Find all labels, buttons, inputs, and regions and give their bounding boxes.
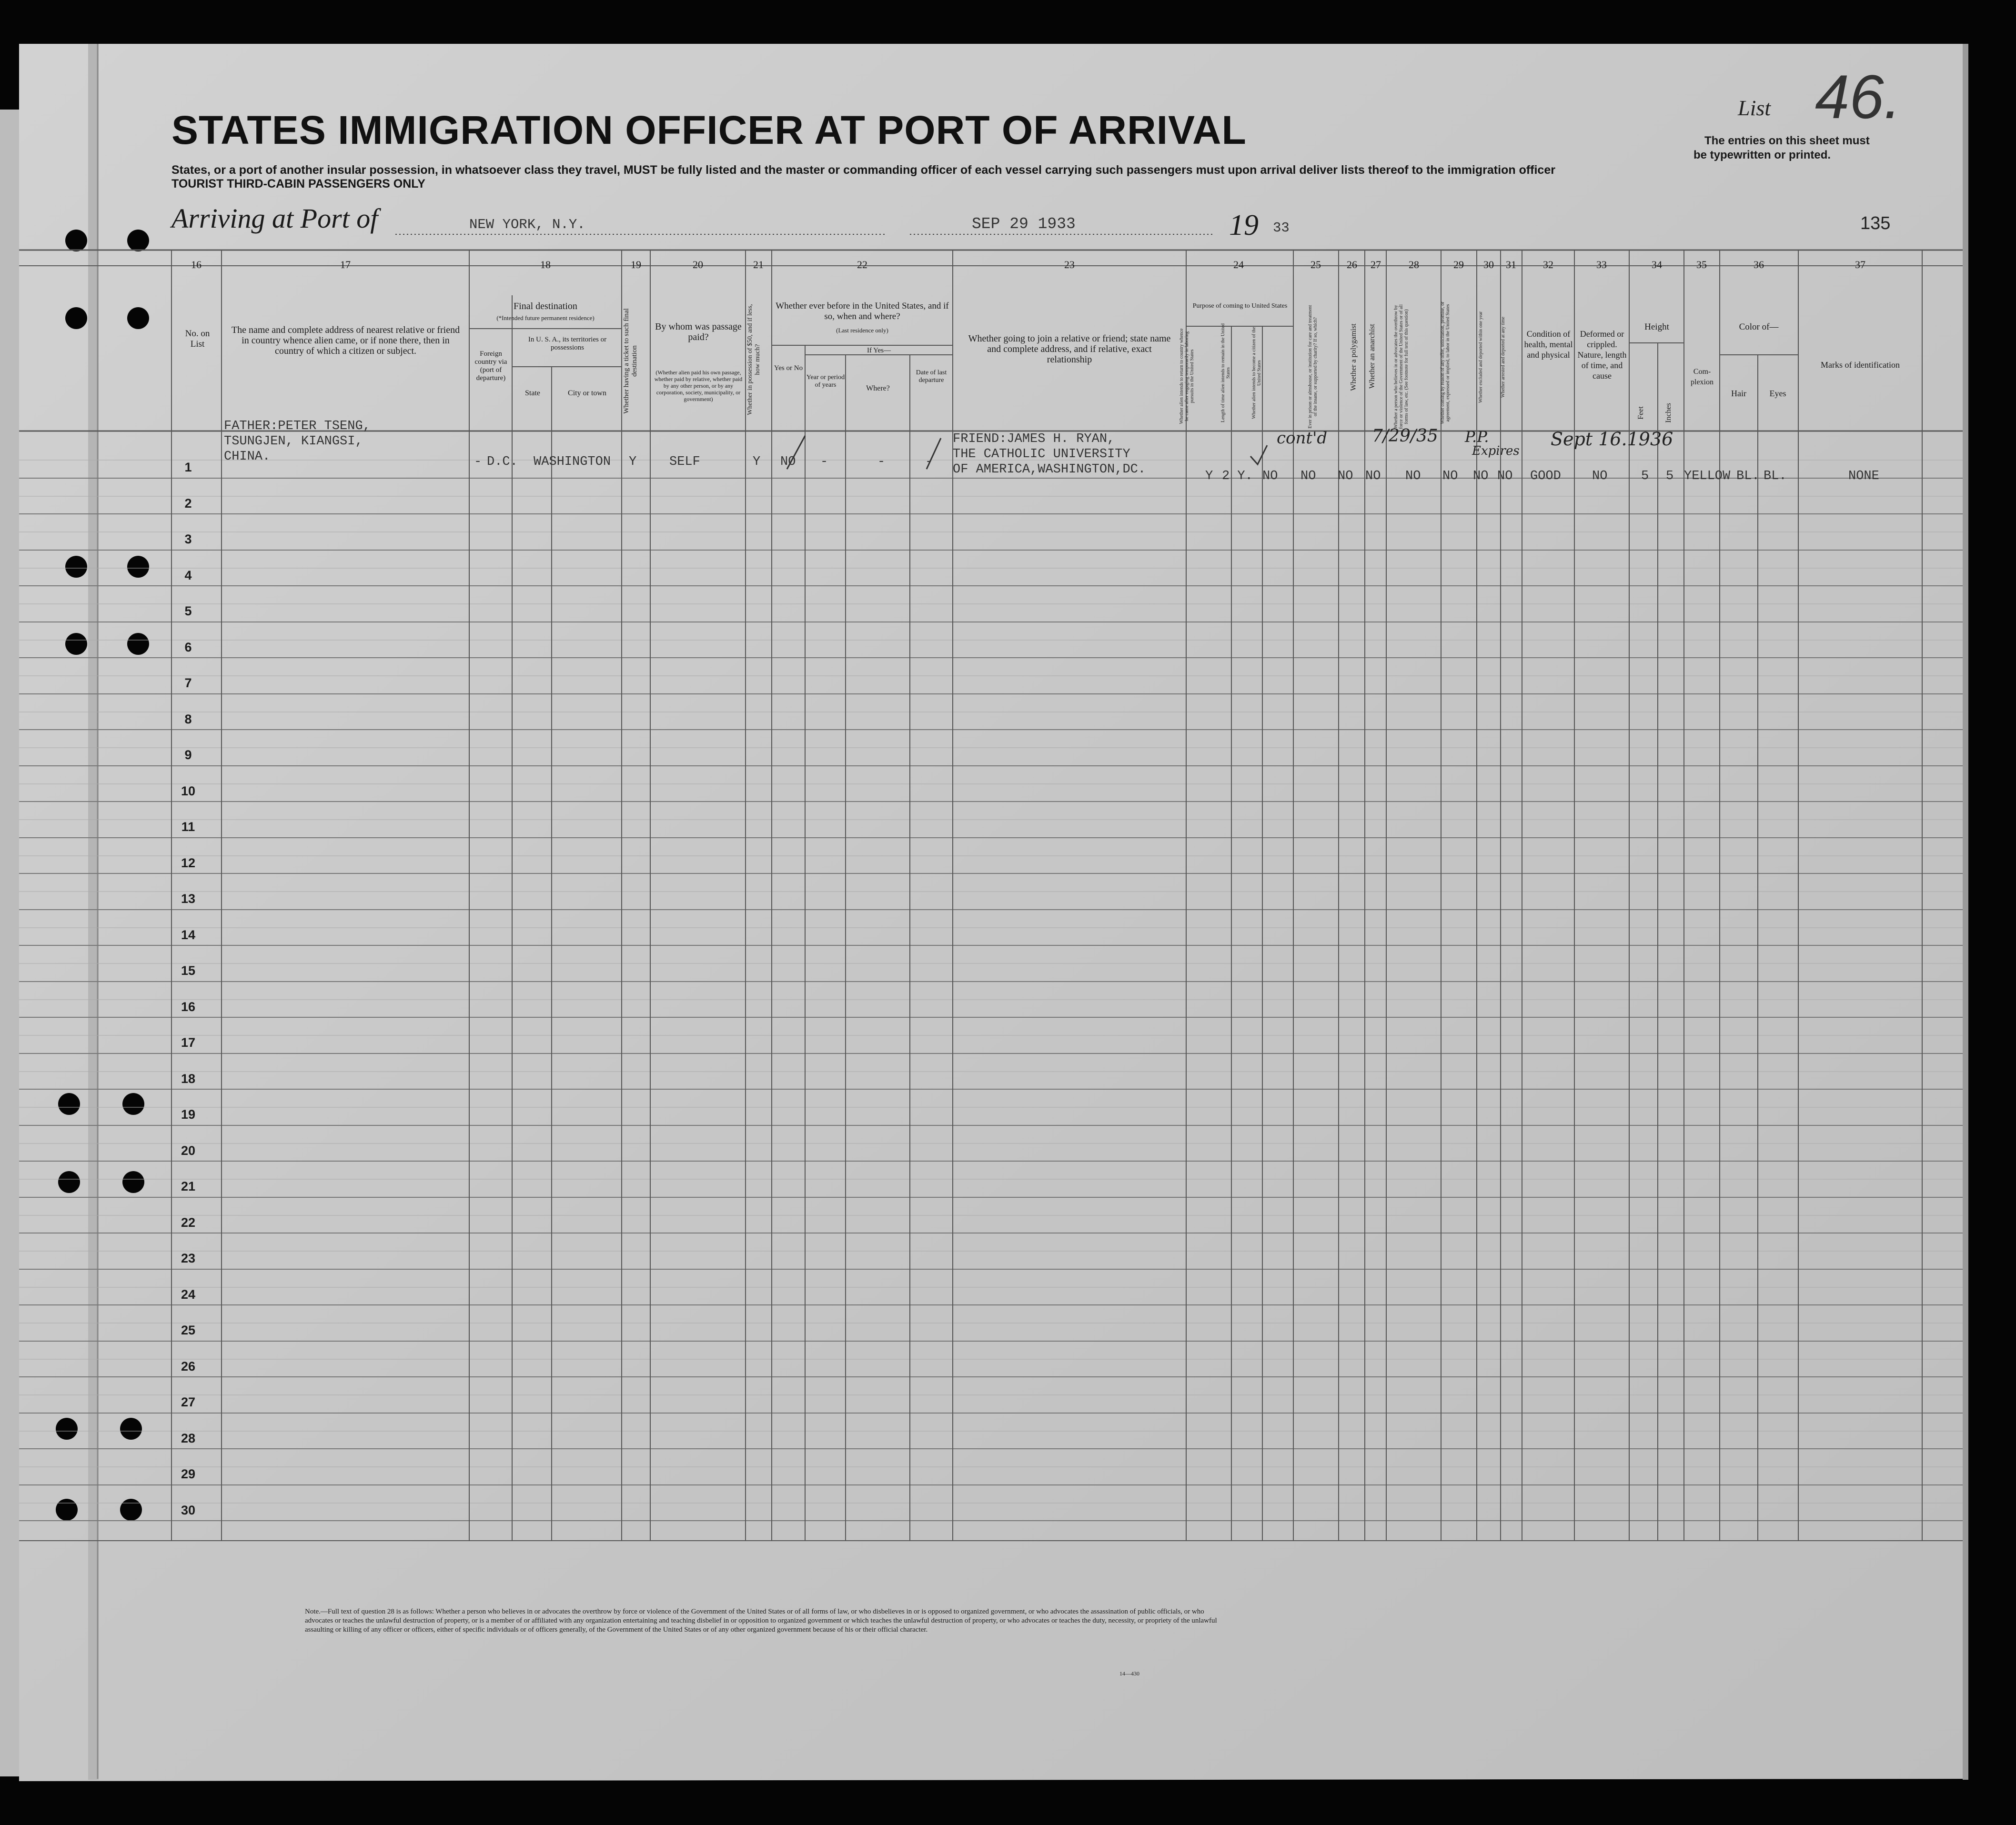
header-nearest-relative: The name and complete address of nearest relative or friend in country whence alien came, or if none there, then in country of which a citizen or subject.	[231, 325, 460, 356]
row-number: 10	[181, 784, 196, 798]
header-purpose-length: Length of time alien intends to remain in the United States	[1220, 323, 1231, 423]
annotation-expires: Expires	[1472, 444, 1520, 458]
form-class-note: TOURIST THIRD-CABIN PASSENGERS ONLY	[171, 177, 425, 191]
footnote: Note.—Full text of question 28 is as follows: Whether a person who believes in or advocates the overthrow by force or violence of the Government of the United States or of all forms of law, or who disbelieves in or is opposed to organized government, or who advocates the assassination of public officials, or who advocates or teaches the unlawful destruction of property, or is a member of or affiliated with any organization entertaining and teaching disbelief in or opposition to organized government or which teaches the unlawful destruction of property, or who advocates or teaches the duty, necessity, or propriety of the unlawful assaulting or killing of any officer or officers, either of specific individuals or of officers generally, of the Government of the United States or of any other organized government because of his or their official character.	[305, 1608, 1217, 1634]
column-number: 36	[1754, 259, 1764, 271]
last-departure: -	[925, 455, 933, 469]
column-number: 17	[340, 259, 351, 271]
row-number: 17	[181, 1035, 196, 1050]
row-number: 25	[181, 1323, 196, 1337]
paid-by: SELF	[669, 455, 700, 469]
header-labor-offer: Whether coming by reason of any offer, solicitation, promise, or agreement, expressed or implied, to labor in the United States	[1440, 301, 1451, 424]
purpose-citizen: NO	[1262, 469, 1278, 483]
dest-state: D.C.	[487, 455, 518, 469]
row-number: 4	[184, 568, 192, 582]
typewritten-note-2: be typewritten or printed.	[1693, 149, 1831, 161]
arriving-label: Arriving at Port of	[171, 203, 378, 234]
column-number: 16	[191, 259, 202, 271]
header-final-destination: Final destination	[514, 301, 577, 311]
relative-line-1: FATHER:PETER TSENG,	[224, 419, 371, 433]
dest-city: WASHINGTON	[534, 455, 611, 469]
row-number: 1	[184, 460, 192, 474]
year-prefix: 19	[1229, 209, 1259, 241]
header-purpose-return: Whether alien intends to return to country whence he came after engaging temporarily in laboring pursuits in the United States	[1179, 328, 1195, 424]
column-number: 31	[1506, 259, 1516, 271]
fifty-dollars: Y	[753, 455, 761, 469]
header-foreign-country: Foreign country via (port of departure)	[474, 350, 507, 382]
relative-line-2: TSUNGJEN, KIANGSI,	[224, 434, 363, 449]
height-inches: 5	[1666, 469, 1674, 483]
where: -	[877, 455, 886, 469]
year-suffix: 33	[1273, 220, 1290, 236]
row-number: 2	[184, 496, 192, 511]
annotation-sept: Sept 16.1936	[1551, 429, 1673, 450]
header-complexion: Com-plexion	[1691, 368, 1714, 386]
header-last-residence: (Last residence only)	[836, 327, 888, 334]
header-in-usa: In U. S. A., its territories or possessions	[528, 336, 607, 351]
header-relative-friend: Whether going to join a relative or friend; state name and complete address, and if relative, exact relationship	[968, 333, 1171, 365]
arrival-date: SEP 29 1933	[972, 215, 1076, 233]
header-deformed: Deformed or crippled. Nature, length of time, and cause	[1577, 329, 1627, 381]
row-number: 28	[181, 1431, 196, 1445]
column-number: 23	[1064, 259, 1075, 271]
foreign-via: -	[474, 455, 482, 469]
friend-line-3: OF AMERICA,WASHINGTON,DC.	[953, 462, 1146, 477]
header-no-on-list: No. on List	[185, 329, 210, 349]
annotation-pp: P.P.	[1465, 428, 1489, 446]
row-number: 29	[181, 1467, 196, 1481]
overthrow: NO	[1405, 469, 1421, 483]
header-prison: Ever in prison or almshouse, or institution for care and treatment of the insane, or supported by charity? If so, which?	[1308, 305, 1318, 429]
row-number: 27	[181, 1395, 196, 1409]
marks: NONE	[1848, 469, 1879, 483]
column-number: 21	[753, 259, 764, 271]
column-number: 26	[1347, 259, 1357, 271]
row-number: 11	[181, 820, 195, 834]
complexion: YELLOW	[1684, 469, 1731, 483]
polygamist: NO	[1338, 469, 1353, 483]
header-overthrow: Whether a person who believes in or advocates the overthrow by force or violence of the Government of the United States or of all forms of law, etc. (See footnote for full text of this question)	[1393, 304, 1409, 429]
header-marks: Marks of identification	[1821, 360, 1900, 370]
labor: NO	[1442, 469, 1458, 483]
row-number: 26	[181, 1359, 196, 1374]
header-eyes: Eyes	[1769, 389, 1786, 398]
row-number: 12	[181, 856, 196, 870]
header-purpose: Purpose of coming to United States	[1192, 302, 1288, 310]
header-feet: Feet	[1637, 406, 1645, 420]
column-number: 25	[1310, 259, 1321, 271]
row-number: 9	[184, 748, 192, 762]
arrested: NO	[1497, 469, 1513, 483]
relative-line-3: CHINA.	[224, 450, 271, 464]
row-number: 16	[181, 1000, 196, 1014]
column-number: 20	[693, 259, 703, 271]
prison: NO	[1300, 469, 1316, 483]
row-number: 20	[181, 1143, 196, 1158]
header-passage-paid: By whom was passage paid?	[655, 321, 742, 342]
row-number: 21	[181, 1179, 196, 1193]
purpose-return: Y	[1205, 469, 1213, 483]
header-color-of: Color of—	[1739, 322, 1779, 332]
deformed: NO	[1592, 469, 1608, 483]
list-number: 46.	[1815, 62, 1901, 131]
years: -	[820, 455, 828, 469]
row-number: 7	[184, 676, 192, 690]
header-height: Height	[1644, 322, 1669, 332]
column-number: 28	[1409, 259, 1419, 271]
row-number: 23	[181, 1251, 196, 1265]
row-number: 5	[184, 604, 192, 618]
header-health: Condition of health, mental and physical	[1524, 329, 1573, 360]
header-where: Where?	[866, 384, 890, 392]
row-number: 18	[181, 1072, 196, 1086]
column-number: 22	[857, 259, 867, 271]
excluded: NO	[1473, 469, 1489, 483]
column-number: 18	[540, 259, 551, 271]
eye-color: BL.	[1764, 469, 1787, 483]
hair-color: BL.	[1736, 469, 1760, 483]
row-number: 14	[181, 928, 196, 942]
form-number: 14—430	[1119, 1670, 1139, 1677]
header-polygamist: Whether a polygamist	[1350, 323, 1358, 391]
header-anarchist: Whether an anarchist	[1368, 324, 1376, 389]
column-number: 34	[1652, 259, 1662, 271]
row-number: 19	[181, 1107, 196, 1122]
friend-line-2: THE CATHOLIC UNIVERSITY	[953, 447, 1130, 461]
header-passage-note: (Whether alien paid his own passage, whether paid by relative, whether paid by any other person, or by any corporation, society, municipality, or government)	[654, 369, 743, 402]
header-excluded: Whether excluded and deported within one year	[1478, 311, 1483, 403]
row-number: 30	[181, 1503, 196, 1517]
form-instructions: States, or a port of another insular possession, in whatsoever class they travel, MUST be fully listed and the master or commanding officer of each vessel carrying such passengers must upon arrival deliver lists thereof to the immigration officer	[171, 163, 1555, 177]
column-number: 35	[1696, 259, 1707, 271]
health: GOOD	[1530, 469, 1561, 483]
height-feet: 5	[1641, 469, 1649, 483]
row-number: 13	[181, 892, 196, 906]
header-state: State	[525, 389, 540, 397]
header-before-in-us: Whether ever before in the United States, and if so, when and where?	[776, 301, 949, 321]
header-years: Year or period of years	[806, 374, 845, 389]
before-in-us: NO	[780, 455, 796, 469]
column-number: 30	[1483, 259, 1494, 271]
column-number: 27	[1371, 259, 1381, 271]
row-number: 22	[181, 1215, 196, 1230]
header-inches: Inches	[1664, 403, 1673, 423]
row-number: 6	[184, 640, 192, 654]
column-number: 33	[1596, 259, 1607, 271]
header-final-destination-note: (*Intended future permanent residence)	[496, 314, 595, 321]
row-number: 15	[181, 963, 196, 978]
row-number: 8	[184, 712, 192, 726]
column-number: 19	[631, 259, 641, 271]
header-arrested: Whether arrested and deported at any time	[1501, 317, 1506, 398]
purpose-length: 2 Y.	[1222, 469, 1253, 483]
friend-line-1: FRIEND:JAMES H. RYAN,	[953, 432, 1115, 446]
column-number: 24	[1233, 259, 1244, 271]
row-number: 24	[181, 1287, 196, 1302]
annotation-contd: cont'd	[1277, 429, 1328, 448]
annotation-date: 7/29/35	[1372, 426, 1438, 446]
column-number: 29	[1453, 259, 1464, 271]
header-hair: Hair	[1731, 389, 1746, 398]
header-fifty-dollars: Whether in possession of $50, and if less, how much?	[746, 304, 761, 415]
page-number: 135	[1860, 213, 1891, 233]
column-number: 32	[1543, 259, 1553, 271]
header-last-departure: Date of last departure	[916, 369, 947, 384]
header-purpose-citizen: Whether alien intends to become a citizen of the United States	[1251, 327, 1262, 419]
port-name: NEW YORK, N.Y.	[469, 217, 585, 232]
row-number: 3	[184, 532, 192, 546]
typewritten-note: The entries on this sheet must	[1704, 134, 1870, 147]
list-label: List	[1738, 96, 1771, 120]
header-city: City or town	[568, 389, 606, 397]
header-yes-no: Yes or No	[774, 364, 803, 372]
anarchist: NO	[1365, 469, 1381, 483]
header-ticket: Whether having a ticket to such final destination	[623, 308, 638, 414]
form-title: STATES IMMIGRATION OFFICER AT PORT OF ARRIVAL	[171, 108, 1247, 152]
column-number: 37	[1855, 259, 1865, 271]
header-if-yes: If Yes—	[867, 347, 891, 354]
ticket: Y	[629, 455, 637, 469]
